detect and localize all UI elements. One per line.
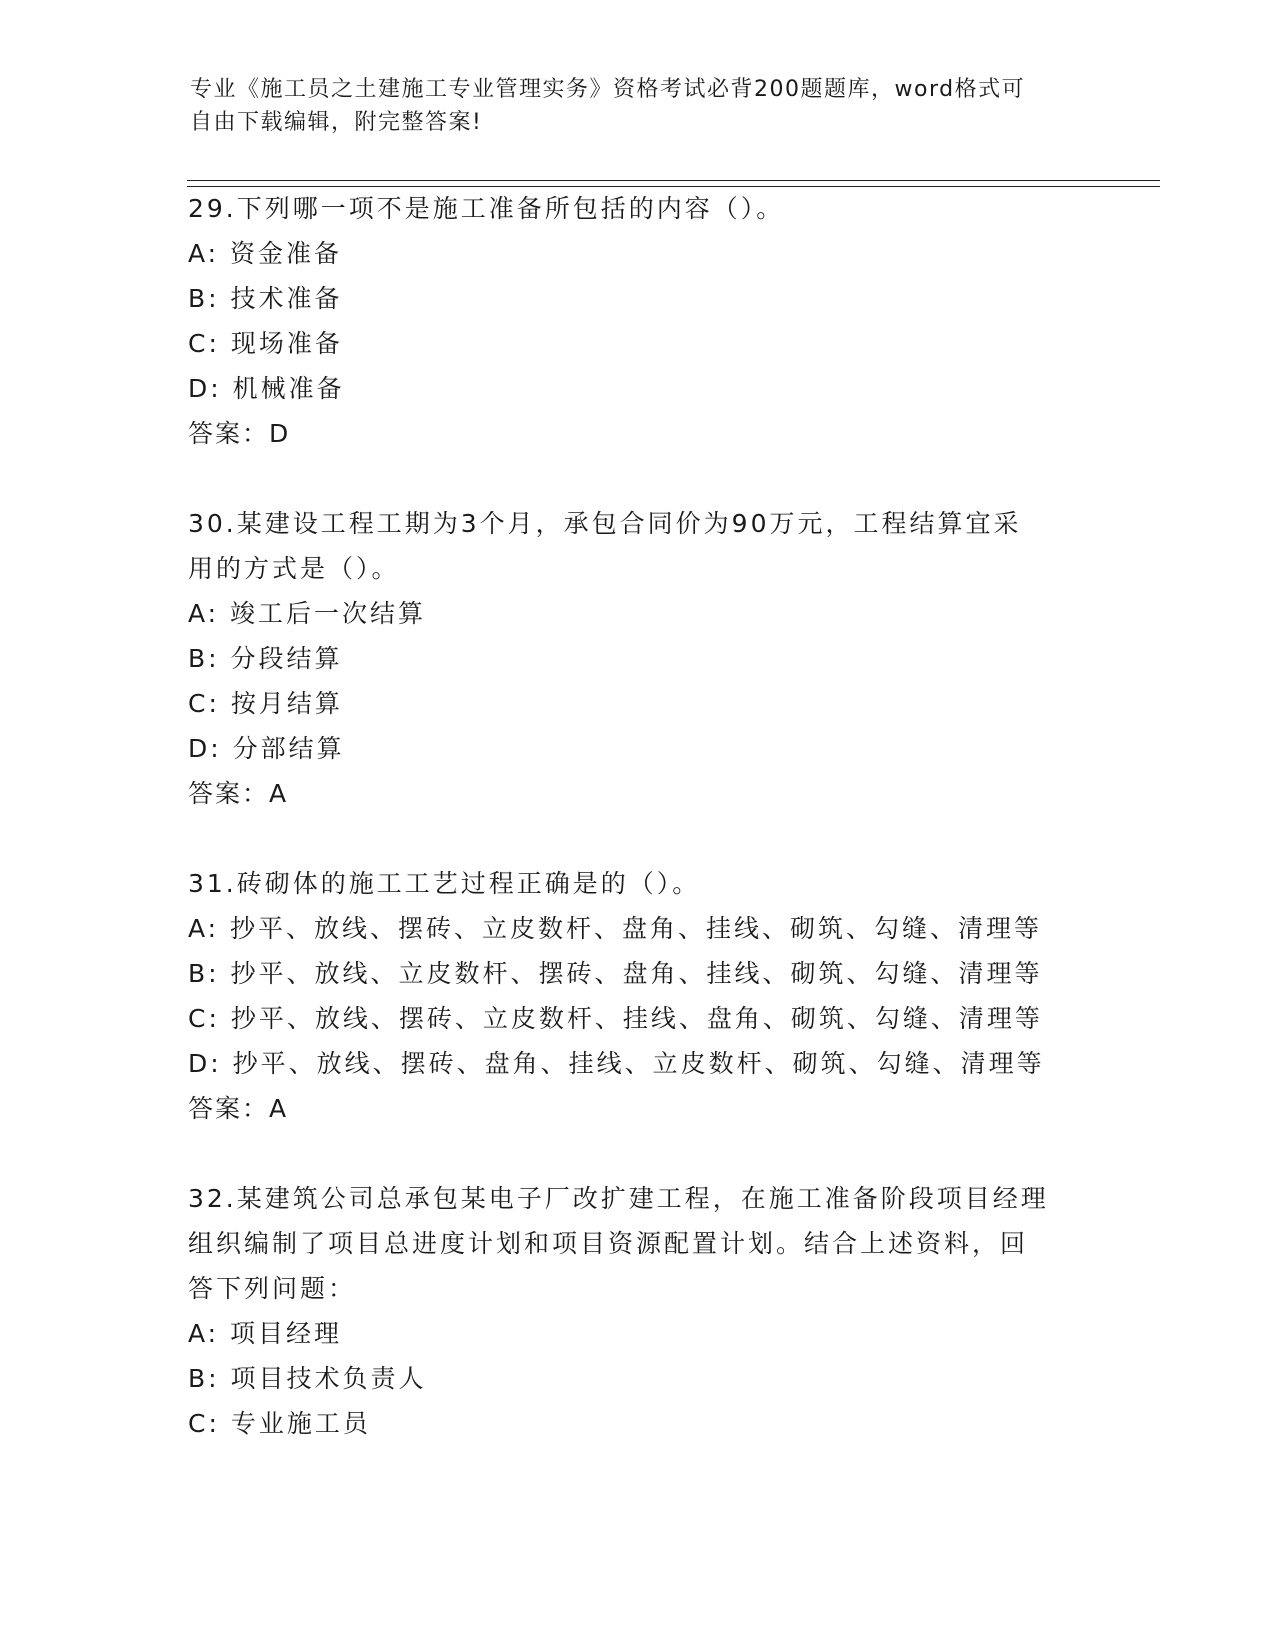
question-31-option-b: B: 抄平、放线、立皮数杆、摆砖、盘角、挂线、砌筑、勾缝、清理等 [188,959,1043,988]
question-29-option-c: C: 现场准备 [188,329,343,358]
header-divider-top [187,180,1160,181]
question-32-option-a: A: 项目经理 [188,1319,343,1348]
question-30-option-a: A: 竣工后一次结算 [188,599,427,628]
question-32-text: 答下列问题： [188,1274,357,1303]
question-29-option-d: D: 机械准备 [188,374,345,403]
question-32-option-b: B: 项目技术负责人 [188,1364,427,1393]
question-30-option-b: B: 分段结算 [188,644,343,673]
question-29-text: 29.下列哪一项不是施工准备所包括的内容（）。 [188,194,785,223]
question-31-answer: 答案：A [188,1094,289,1123]
question-29-option-b: B: 技术准备 [188,284,343,313]
question-31-option-d: D: 抄平、放线、摆砖、盘角、挂线、立皮数杆、砌筑、勾缝、清理等 [188,1049,1045,1078]
question-30-text: 用的方式是（）。 [188,554,400,583]
question-30-text: 30.某建设工程工期为3个月，承包合同价为90万元，工程结算宜采 [188,509,1022,538]
question-32-option-c: C: 专业施工员 [188,1409,371,1438]
question-31-option-c: C: 抄平、放线、摆砖、立皮数杆、挂线、盘角、砌筑、勾缝、清理等 [188,1004,1043,1033]
question-30-option-c: C: 按月结算 [188,689,343,718]
header-divider-bottom [187,186,1160,187]
question-29-option-a: A: 资金准备 [188,239,343,268]
question-31-option-a: A: 抄平、放线、摆砖、立皮数杆、盘角、挂线、砌筑、勾缝、清理等 [188,914,1043,943]
question-32-text: 32.某建筑公司总承包某电子厂改扩建工程，在施工准备阶段项目经理 [188,1184,1049,1213]
question-30-answer: 答案：A [188,779,289,808]
header-line: 自由下载编辑，附完整答案! [190,110,483,135]
header-line: 专业《施工员之土建施工专业管理实务》资格考试必背200题题库，word格式可 [190,77,1026,102]
question-31-text: 31.砖砌体的施工工艺过程正确是的（）。 [188,869,701,898]
document-header [190,73,1090,139]
question-29-answer: 答案：D [188,419,291,448]
question-30-option-d: D: 分部结算 [188,734,345,763]
question-32-text: 组织编制了项目总进度计划和项目资源配置计划。结合上述资料，回 [188,1229,1029,1258]
